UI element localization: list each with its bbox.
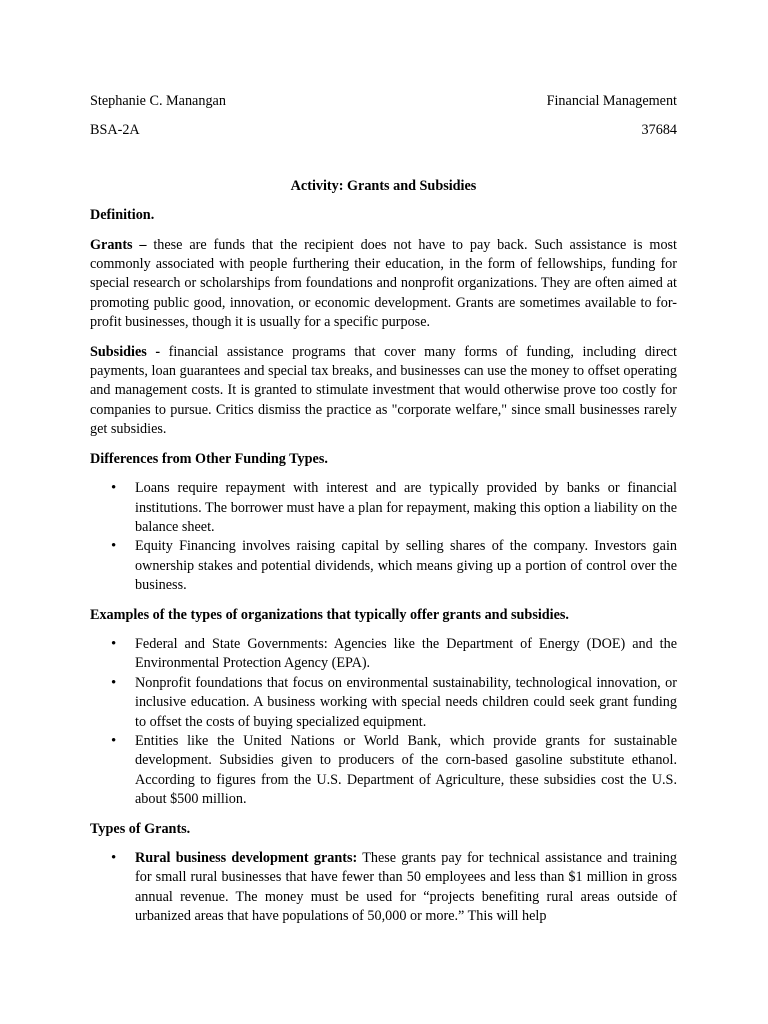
subsidies-term: Subsidies - [90,343,161,360]
document-title: Activity: Grants and Subsidies [290,177,477,194]
differences-heading: Differences from Other Funding Types. [90,450,328,467]
document-body [90,92,677,927]
grants-paragraph [90,236,677,333]
header-row-1 [90,92,677,111]
grant-type-text: These grants pay for technical assistance and training for small rural businesses that have fewer than 50 employees and less than $1 million in gross annual revenue. The money must be used for “projects benefiting rural areas outside of urbanized areas that have populations of 50,000 or more.” This will help [135,850,677,925]
list-item: • Nonprofit foundations that focus on environmental sustainability, technological innovation, or inclusive education. A business working with special needs children could seek grant funding to offset the costs of buying specialized equipment. [90,674,677,732]
types-list [90,849,677,927]
subsidies-paragraph [90,343,677,440]
list-item [90,849,677,927]
definition-heading: Definition. [90,207,155,224]
list-item: • Loans require repayment with interest and are typically provided by banks or financial institutions. The borrower must have a plan for repayment, making this option a liability on the balance sheet. [90,479,677,537]
examples-list [90,635,677,810]
grants-text: these are funds that the recipient does not have to pay back. Such assistance is most commonly associated with people furthering their education, in the form of fellowships, funding for special research or scholarships from foundations and nonprofit organizations. They are often aimed at promoting public good, innovation, or economic development. Grants are sometimes available to for-profit businesses, though it is usually for a specific purpose. [90,236,677,331]
types-heading: Types of Grants. [90,820,191,837]
grant-type-term: Rural business development grants: [135,850,358,866]
subsidies-text: financial assistance programs that cover many forms of funding, including direct payments, loan guarantees and special tax breaks, and businesses can use the money to offset operating and management costs. It is granted to stimulate investment that would otherwise prove too costly for companies to pursue. Critics dismiss the practice as "corporate welfare," since small businesses rarely get subsidies. [90,343,677,438]
author-name: Stephanie C. Manangan [90,93,226,109]
list-item: • Equity Financing involves raising capital by selling shares of the company. Investors gain ownership stakes and potential dividends, which means giving up a portion of control over the business. [90,537,677,595]
grants-term: Grants – [90,236,147,253]
examples-heading: Examples of the types of organizations that typically offer grants and subsidies. [90,606,569,623]
differences-list [90,479,677,595]
header-row-2 [90,121,677,140]
list-item: • Federal and State Governments: Agencies like the Department of Energy (DOE) and the Environmental Protection Agency (EPA). [90,635,677,674]
id-number: 37684 [641,122,677,139]
course-name: Financial Management [546,93,677,109]
section-name: BSA-2A [90,122,140,139]
list-item: • Entities like the United Nations or World Bank, which provide grants for sustainable development. Subsidies given to producers of the corn-based gasoline substitute ethanol. According to figures from the U.S. Department of Agriculture, these subsidies cost the U.S. about $500 million. [90,732,677,810]
